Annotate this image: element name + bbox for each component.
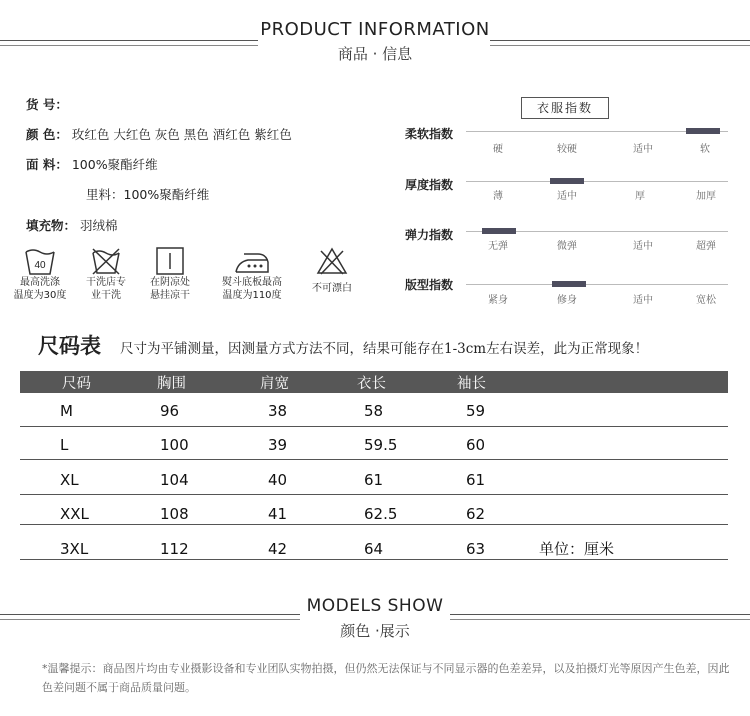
care-wash: 40 最高洗涤 温度为30度: [8, 246, 72, 302]
care-dryclean: 干洗店专 业干洗: [76, 246, 136, 302]
table-cell: 41: [268, 505, 288, 523]
table-cell: 62.5: [364, 505, 398, 523]
table-cell: 60: [466, 436, 486, 454]
index-tick: 适中: [633, 241, 653, 252]
row-divider: [20, 524, 728, 525]
fabric-info: 面 料： 100%聚酯纤维: [26, 157, 158, 172]
index-tick: 适中: [557, 191, 577, 202]
table-cell: 62: [466, 505, 486, 523]
lining-info: 里料：100%聚酯纤维: [86, 187, 210, 202]
divider: [0, 40, 258, 41]
index-tick: 超弹: [696, 241, 716, 252]
section-subtitle: 颜色 ·展示: [340, 622, 410, 640]
column-header: 衣长: [357, 376, 386, 392]
column-header: 尺码: [62, 376, 91, 392]
index-tick: 硬: [493, 144, 503, 155]
table-cell: 38: [268, 402, 288, 420]
color-info: 颜 色： 玫红色 大红色 灰色 黑色 酒红色 紫红色: [26, 127, 292, 142]
index-tick: 加厚: [696, 191, 716, 202]
row-divider: [20, 426, 728, 427]
section-title: MODELS SHOW: [306, 596, 444, 616]
no-bleach-icon: [316, 246, 348, 276]
table-cell: 61: [364, 471, 384, 489]
row-divider: [20, 559, 728, 560]
footer-notice: *温馨提示：商品图片均由专业摄影设备和专业团队实物拍摄，但仍然无法保证与不同显示器的色差差异，以及拍摄灯光等原因产生色差，因此色差问题不属于商品质量问题。: [42, 662, 730, 694]
table-cell: XL: [60, 471, 79, 489]
unit-note: 单位：厘米: [539, 540, 615, 558]
index-tick: 修身: [557, 295, 577, 306]
table-cell: 42: [268, 540, 288, 558]
table-cell: 3XL: [60, 540, 89, 558]
care-dry: 在阴凉处 悬挂凉干: [140, 246, 200, 302]
index-tick: 微弹: [557, 241, 577, 252]
index-tick: 宽松: [696, 295, 716, 306]
index-tick: 适中: [633, 295, 653, 306]
index-track: [466, 284, 728, 285]
table-cell: 58: [364, 402, 384, 420]
column-header: 肩宽: [260, 376, 289, 392]
index-label: 柔软指数: [405, 127, 454, 141]
table-cell: L: [60, 436, 69, 454]
table-cell: 104: [160, 471, 189, 489]
table-cell: XXL: [60, 505, 89, 523]
index-label: 弹力指数: [405, 228, 454, 242]
table-cell: 63: [466, 540, 486, 558]
index-marker: [550, 178, 584, 184]
page-subtitle: 商品 · 信息: [337, 45, 413, 63]
table-cell: 112: [160, 540, 189, 558]
table-cell: 59: [466, 402, 486, 420]
index-marker: [552, 281, 586, 287]
table-cell: 108: [160, 505, 189, 523]
line-dry-shade-icon: [154, 246, 186, 276]
table-cell: 40: [268, 471, 288, 489]
svg-text:40: 40: [34, 260, 46, 271]
index-label: 厚度指数: [405, 178, 454, 192]
no-wash-icon: [90, 246, 122, 276]
table-cell: M: [60, 402, 73, 420]
index-marker: [686, 128, 720, 134]
care-iron: 熨斗底板最高 温度为110度: [213, 246, 291, 302]
row-divider: [20, 494, 728, 495]
table-cell: 59.5: [364, 436, 398, 454]
wash-30-icon: [24, 246, 56, 276]
index-tick: 紧身: [488, 295, 508, 306]
table-cell: 64: [364, 540, 384, 558]
size-chart-note: 尺寸为平铺测量，因测量方式方法不同，结果可能存在1-3cm左右误差，此为正常现象！: [120, 341, 649, 357]
table-cell: 61: [466, 471, 486, 489]
item-number: 货 号：: [26, 97, 68, 112]
index-tick: 软: [700, 144, 710, 155]
iron-icon: [232, 246, 272, 276]
index-tick: 薄: [493, 191, 503, 202]
index-marker: [482, 228, 516, 234]
index-track: [466, 181, 728, 182]
index-tick: 无弹: [488, 241, 508, 252]
table-cell: 100: [160, 436, 189, 454]
index-tick: 厚: [635, 191, 645, 202]
index-tick: 适中: [633, 144, 653, 155]
divider: [490, 40, 750, 41]
filling-info: 填充物： 羽绒棉: [26, 218, 118, 233]
column-header: 袖长: [457, 376, 486, 392]
table-cell: 96: [160, 402, 180, 420]
table-cell: 39: [268, 436, 288, 454]
column-header: 胸围: [157, 376, 186, 392]
care-bleach: 不可漂白: [302, 246, 362, 295]
index-tick: 较硬: [557, 144, 577, 155]
size-chart-title: 尺码表: [38, 334, 101, 358]
index-label: 版型指数: [405, 278, 454, 292]
row-divider: [20, 459, 728, 460]
page-title: PRODUCT INFORMATION: [260, 19, 490, 40]
index-box-title: 衣服指数: [521, 97, 609, 119]
